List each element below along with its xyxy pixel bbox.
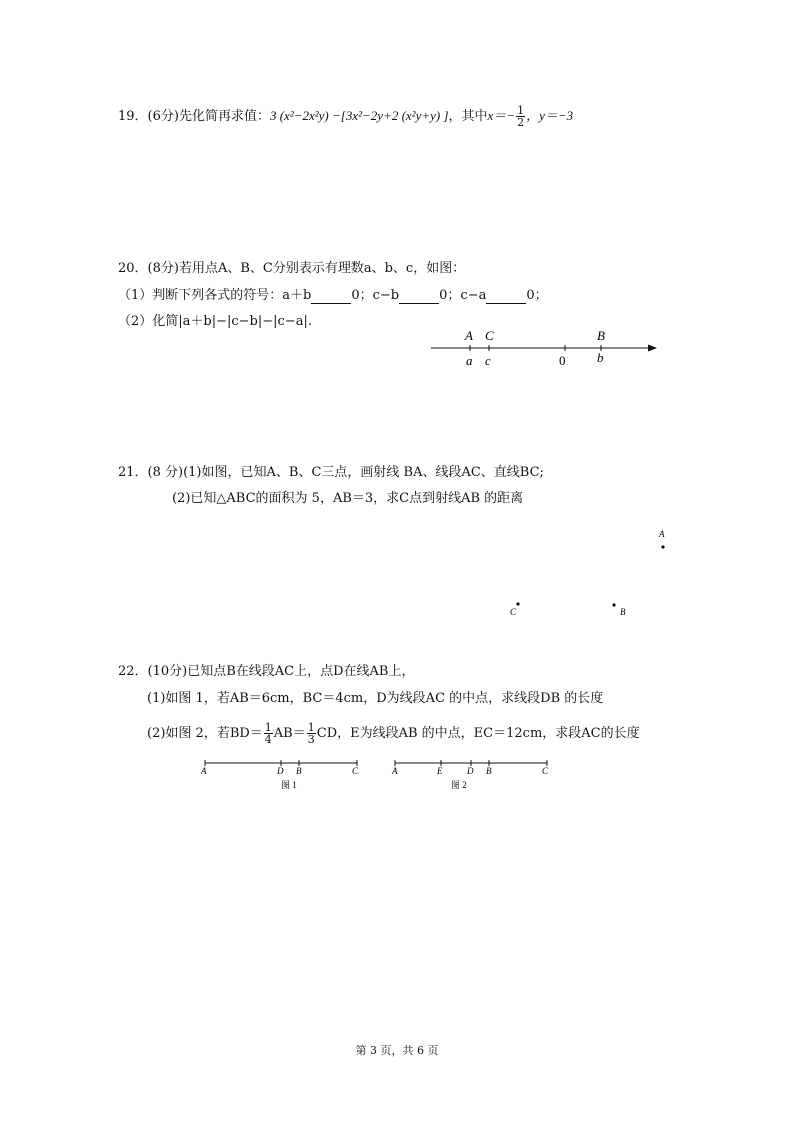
figure-1	[195, 755, 370, 795]
q22-fraction-quarter	[264, 722, 273, 745]
q22-part3: CD，E为线段AB 的中点，EC＝12cm，求段AC的长度	[316, 726, 640, 741]
answer-blank[interactable]	[486, 291, 526, 304]
number-line-figure	[425, 325, 665, 373]
q19-x-lhs: x＝−	[487, 108, 516, 123]
point-B	[612, 603, 615, 606]
label-b: b	[597, 350, 604, 365]
q20-line1: 20．(8分)若用点A、B、C分别表示有理数a、b、c，如图：	[118, 261, 466, 276]
answer-blank[interactable]	[311, 291, 351, 304]
q19-frac-den: 2	[517, 116, 525, 129]
q19-expression: 3 (x²−2x²y) −[3x²−2y+2 (x²y+y) ]	[269, 108, 449, 123]
fig1-label-A: A	[201, 766, 207, 776]
q20-part2: 0；c−b	[351, 288, 400, 303]
q19-fraction	[516, 105, 525, 128]
q19-where: ，其中	[448, 109, 488, 124]
q21-line2: (2)已知△ABC的面积为 5，AB＝3，求C点到射线AB 的距离	[172, 491, 524, 506]
frac2-num: 1	[307, 721, 315, 734]
frac1-den: 4	[264, 733, 272, 746]
point-C	[516, 602, 519, 605]
q19-frac-num: 1	[517, 104, 525, 117]
q22-part2: AB＝	[273, 726, 306, 741]
fig2-label-C: C	[542, 766, 549, 776]
arrow-head-icon	[648, 345, 657, 352]
point-label-B: B	[620, 607, 626, 617]
label-B: B	[597, 328, 605, 343]
page-footer: 第 3 页，共 6 页	[355, 1044, 439, 1057]
fig2-label-E: E	[437, 766, 443, 776]
q20-line2	[118, 288, 548, 304]
fig2-label-B: B	[486, 766, 492, 776]
q19-y-value: ，y＝−3	[526, 108, 574, 123]
point-A	[661, 545, 664, 548]
q20-part4: 0；	[526, 288, 548, 303]
fig1-label-B: B	[296, 766, 302, 776]
fig1-label-D: D	[277, 766, 284, 776]
q22-part1: (2)如图 2，若BD＝	[147, 726, 263, 741]
label-zero: 0	[559, 353, 566, 368]
fig2-label-D: D	[467, 766, 474, 776]
q20-part1: （1）判断下列各式的符号：a＋b	[118, 288, 312, 303]
fig1-label-C: C	[352, 766, 359, 776]
fig2-caption: 图 2	[451, 780, 467, 790]
answer-blank[interactable]	[399, 291, 439, 304]
point-label-A: A	[659, 529, 665, 539]
points-figure	[500, 520, 680, 625]
frac2-den: 3	[307, 733, 315, 746]
q22-line1: 22．(10分)已知点B在线段AC上，点D在线AB上，	[118, 664, 415, 679]
q20-line3: （2）化简|a＋b|−|c−b|−|c−a|.	[118, 314, 312, 329]
q20-part3: 0；c−a	[439, 288, 487, 303]
q21-line1: 21．(8 分)(1)如图，已知A、B、C三点，画射线 BA、线段AC、直线BC;	[118, 465, 544, 480]
fig1-caption: 图 1	[281, 780, 297, 790]
q22-line2: (1)如图 1，若AB＝6cm，BC＝4cm，D为线段AC 的中点，求线段DB 的长度	[147, 691, 604, 706]
q22-line3	[147, 722, 640, 745]
frac1-num: 1	[264, 721, 272, 734]
question-19	[118, 105, 573, 128]
q19-label: 19．(6分)先化简再求值：	[118, 109, 270, 124]
label-a: a	[466, 353, 473, 368]
figure-2	[385, 755, 560, 795]
q22-fraction-third	[307, 722, 316, 745]
label-C: C	[485, 328, 494, 343]
point-label-C: C	[510, 607, 517, 617]
label-A: A	[465, 328, 473, 343]
label-c: c	[485, 353, 491, 368]
fig2-label-A: A	[392, 766, 398, 776]
